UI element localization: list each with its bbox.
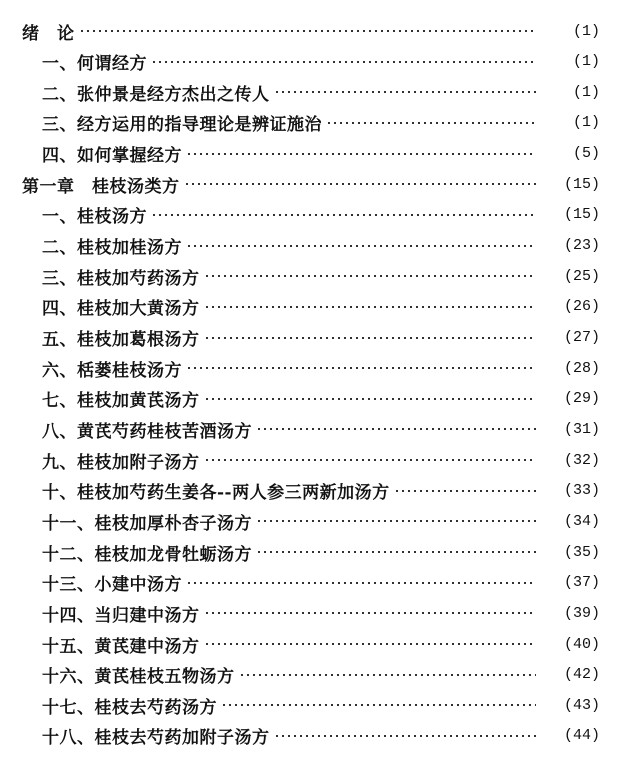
dot-leader: [239, 666, 537, 683]
dot-leader: [274, 84, 537, 101]
dot-leader: [326, 114, 536, 131]
dot-leader: [184, 176, 537, 193]
toc-entry-title: 十三、小建中汤方: [42, 575, 182, 596]
toc-page-number: (28): [563, 359, 600, 377]
dot-leader: [204, 605, 537, 622]
toc-entry-title: 十四、当归建中汤方: [42, 605, 200, 626]
toc-entry-title: 十五、黄芪建中汤方: [42, 636, 200, 657]
toc-entry-title: 十七、桂枝去芍药汤方: [42, 697, 217, 718]
toc-entry-title: 七、桂枝加黄芪汤方: [42, 391, 200, 412]
toc-page-number: (42): [563, 666, 600, 684]
dot-leader: [186, 145, 536, 162]
toc-page-number: (1): [572, 22, 600, 40]
toc-page-number: (29): [563, 390, 600, 408]
toc-page-number: (26): [563, 298, 600, 316]
toc-entry-row: [0, 598, 622, 628]
toc-page-number: (25): [563, 267, 600, 285]
dot-leader: [204, 268, 537, 285]
toc-entry-title: 五、桂枝加葛根汤方: [42, 330, 200, 350]
toc-page-number: (39): [563, 604, 600, 622]
toc-entry-row: [0, 414, 622, 444]
dot-leader: [186, 237, 536, 254]
toc-page-number: (44): [563, 727, 600, 745]
toc-page-number: (15): [563, 206, 600, 224]
dot-leader: [79, 23, 537, 40]
toc-entry-title: 六、栝蒌桂枝汤方: [42, 360, 182, 381]
dot-leader: [256, 544, 536, 561]
toc-entry-row: [0, 629, 622, 659]
toc-entry-title: 一、桂枝汤方: [42, 207, 147, 228]
dot-leader: [256, 513, 536, 530]
toc-entry-title: 十六、黄芪桂枝五物汤方: [42, 667, 235, 688]
dot-leader: [256, 421, 536, 438]
toc-entry-title: 三、经方运用的指导理论是辨证施治: [42, 115, 322, 136]
toc-entry-row: [0, 506, 622, 536]
toc-page-number: (33): [563, 482, 600, 500]
dot-leader: [204, 452, 537, 469]
toc-entry-row: [0, 537, 622, 567]
toc-page-number: (37): [563, 574, 600, 592]
dot-leader: [274, 727, 537, 744]
toc-page-number: (27): [563, 329, 600, 346]
toc-entry-row: [0, 77, 622, 107]
toc-entry-title: 第一章 桂枝汤类方: [22, 176, 180, 197]
toc-entry-title: 十一、桂枝加厚朴杏子汤方: [42, 513, 252, 534]
toc-entry-title: 一、何谓经方: [42, 54, 147, 75]
toc-entry-row: [0, 47, 622, 77]
toc-entry-title: 九、桂枝加附子汤方: [42, 452, 200, 473]
toc-entry-title: 十二、桂枝加龙骨牡蛎汤方: [42, 544, 252, 565]
toc-entry-row: [0, 476, 622, 506]
toc-entry-row: [0, 108, 622, 138]
toc-entry-row: [0, 721, 622, 751]
toc-entry-row: [0, 445, 622, 475]
toc-entry-row: [0, 660, 622, 690]
dot-leader: [151, 206, 536, 223]
dot-leader: [204, 298, 537, 315]
toc-entry-title: 四、桂枝加大黄汤方: [42, 299, 200, 320]
toc-page-number: (1): [572, 53, 600, 71]
toc-entry-row: [0, 231, 622, 261]
dot-leader: [204, 390, 537, 407]
toc-page-number: (35): [563, 543, 600, 561]
dot-leader: [186, 574, 536, 591]
toc-entry-title: 十八、桂枝去芍药加附子汤方: [42, 728, 270, 749]
dot-leader: [204, 329, 537, 346]
dot-leader: [186, 360, 536, 377]
toc-page-number: (1): [572, 114, 600, 132]
toc-page-number: (5): [572, 145, 600, 163]
dot-leader: [394, 482, 536, 499]
toc-entry-title: 二、张仲景是经方杰出之传人: [42, 84, 270, 105]
toc-entry-row: [0, 353, 622, 383]
toc-page-number: (1): [572, 83, 600, 101]
toc-entry-row: [0, 200, 622, 230]
toc-page-number: (40): [563, 635, 600, 653]
toc-entry-title: 绪 论: [22, 23, 75, 44]
toc-page-number: (15): [563, 175, 600, 193]
toc-section-row: [0, 16, 622, 46]
dot-leader: [151, 53, 536, 70]
toc-entry-title: 十、桂枝加芍药生姜各--两人参三两新加汤方: [42, 483, 390, 504]
dot-leader: [204, 636, 537, 653]
toc-entry-row: [0, 261, 622, 291]
toc-entry-row: [0, 384, 622, 414]
dot-leader: [221, 697, 536, 714]
toc-page-number: (34): [563, 512, 600, 530]
toc-entry-title: 三、桂枝加芍药汤方: [42, 268, 200, 289]
toc-entry-row: [0, 690, 622, 720]
toc-page-number: (43): [563, 696, 600, 714]
toc-entry-title: 二、桂枝加桂汤方: [42, 238, 182, 259]
toc-entry-title: 四、如何掌握经方: [42, 146, 182, 167]
toc-entry-row: [0, 323, 622, 353]
toc-entry-row: [0, 139, 622, 169]
toc-page-number: (31): [563, 420, 600, 438]
toc-page-number: (32): [563, 451, 600, 469]
toc-entry-row: [0, 568, 622, 598]
toc-entry-title: 八、黄芪芍药桂枝苦酒汤方: [42, 421, 252, 442]
toc-page-number: (23): [563, 237, 600, 255]
toc-entry-row: [0, 292, 622, 322]
toc-section-row: [0, 169, 622, 199]
